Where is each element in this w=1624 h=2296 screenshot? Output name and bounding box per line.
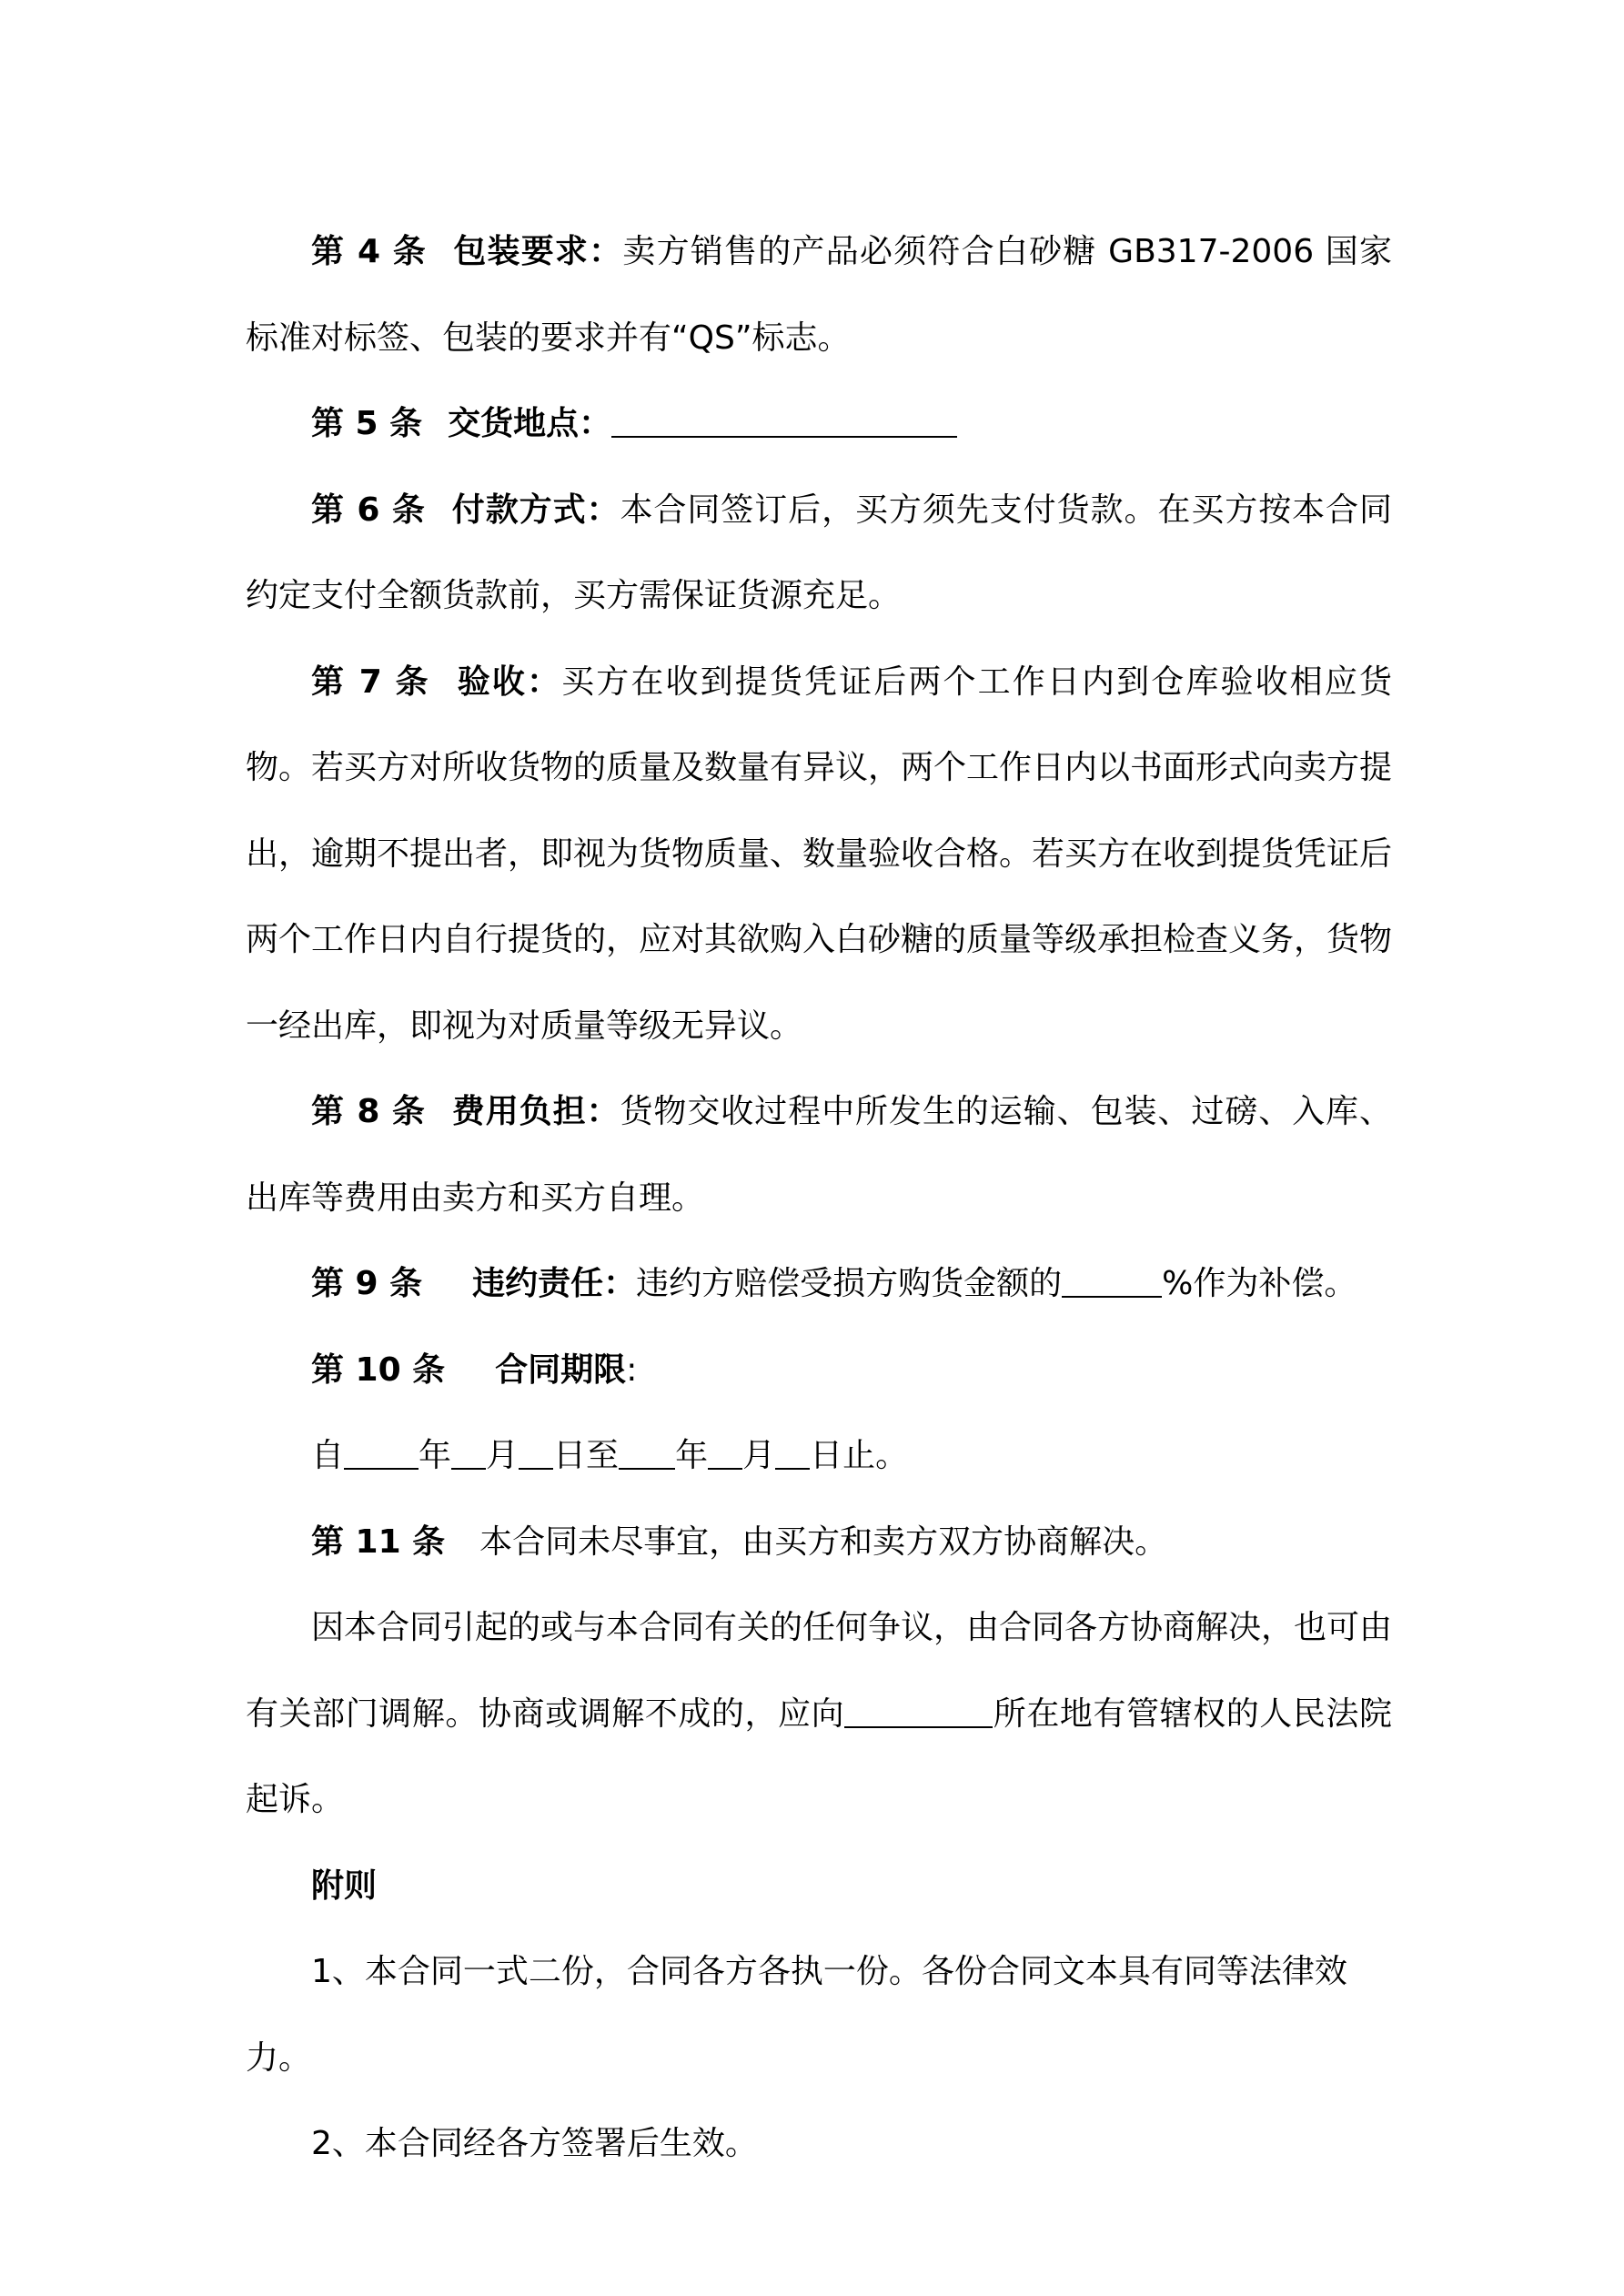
clause-5 — [246, 381, 1392, 468]
clause-9 — [246, 1241, 1392, 1328]
clause-4-title: 包装要求： — [452, 233, 623, 270]
date-part-year-2: 年 — [675, 1437, 709, 1474]
start-day-blank — [519, 1435, 553, 1470]
start-month-blank — [451, 1435, 486, 1470]
end-month-blank — [708, 1435, 742, 1470]
dispute-after: 所在地有管辖权的人民法院起诉。 — [246, 1694, 1392, 1818]
clause-10-colon: : — [626, 1350, 638, 1389]
clause-11-number: 第 11 条 — [311, 1522, 446, 1561]
appendix-item-2: 2、本合同经各方签署后生效。 — [311, 2125, 758, 2162]
clause-8-number: 第 8 条 — [311, 1093, 426, 1130]
start-year-blank — [344, 1435, 419, 1470]
clause-5-title: 交货地点： — [448, 405, 612, 442]
date-part-year: 年 — [419, 1437, 452, 1474]
date-part-from: 自 — [311, 1437, 345, 1474]
date-part-month: 月 — [486, 1437, 519, 1474]
court-location-blank — [844, 1694, 993, 1728]
clause-8-body: 货物交收过程中所发生的运输、包装、过磅、入库、出库等费用由卖方和买方自理。 — [246, 1093, 1392, 1217]
clause-7 — [246, 640, 1392, 1070]
contract-page — [246, 209, 1392, 2188]
clause-4 — [246, 209, 1392, 381]
end-day-blank — [775, 1435, 810, 1470]
clause-9-body-before: 违约方赔偿受损方购货金额的 — [636, 1265, 1063, 1302]
contract-term-dates — [246, 1413, 1392, 1500]
appendix-title: 附则 — [311, 1866, 378, 1905]
appendix-item-1: 1、本合同一式二份，合同各方各执一份。各份合同文本具有同等法律效力。 — [246, 1953, 1347, 2077]
clause-7-body: 买方在收到提货凭证后两个工作日内到仓库验收相应货物。若买方对所收货物的质量及数量有异议，两个工作日内以书面形式向卖方提出，逾期不提出者，即视为货物质量、数量验收合格。若买方在收到提货凭证后两个工作日内自行提货的，应对其欲购入白砂糖的质量等级承担检查义务，货物一经出库，即视为对质量等级无异议。 — [246, 663, 1393, 1045]
clause-9-title: 违约责任： — [472, 1265, 637, 1302]
clause-4-number: 第 4 条 — [311, 233, 428, 270]
end-year-blank — [619, 1435, 675, 1470]
clause-11 — [246, 1500, 1392, 1586]
clause-9-number: 第 9 条 — [311, 1265, 423, 1302]
dispute-paragraph — [246, 1585, 1392, 1844]
clause-6-number: 第 6 条 — [311, 491, 426, 529]
clause-11-body: 本合同未尽事宜，由买方和卖方双方协商解决。 — [479, 1522, 1168, 1561]
clause-10 — [246, 1328, 1392, 1414]
clause-6 — [246, 468, 1392, 640]
clause-8-title: 费用负担： — [450, 1093, 620, 1130]
date-part-month-2: 月 — [742, 1437, 776, 1474]
clause-4-body: 卖方销售的产品必须符合白砂糖 GB317-2006 国家标准对标签、包装的要求并有“QS”标志。 — [246, 233, 1392, 357]
compensation-percent-blank — [1062, 1263, 1162, 1298]
clause-7-number: 第 7 条 — [311, 663, 430, 701]
clause-10-number: 第 10 条 — [311, 1350, 446, 1389]
clause-7-title: 验收： — [455, 663, 562, 701]
delivery-location-blank — [611, 403, 957, 438]
dispute-before: 因本合同引起的或与本合同有关的任何争议，由合同各方协商解决，也可由有关部门调解。协商或调解不成的，应向 — [246, 1609, 1393, 1733]
date-part-day-to: 日至 — [553, 1437, 620, 1474]
clause-9-body-after: %作为补偿。 — [1162, 1265, 1357, 1302]
clause-6-body: 本合同签订后，买方须先支付货款。在买方按本合同约定支付全额货款前，买方需保证货源充足。 — [246, 491, 1392, 614]
clause-5-number: 第 5 条 — [311, 405, 423, 442]
clause-6-title: 付款方式： — [450, 491, 620, 529]
clause-10-title: 合同期限 — [495, 1350, 627, 1389]
clause-8 — [246, 1069, 1392, 1241]
date-part-day-end: 日止。 — [810, 1437, 909, 1474]
